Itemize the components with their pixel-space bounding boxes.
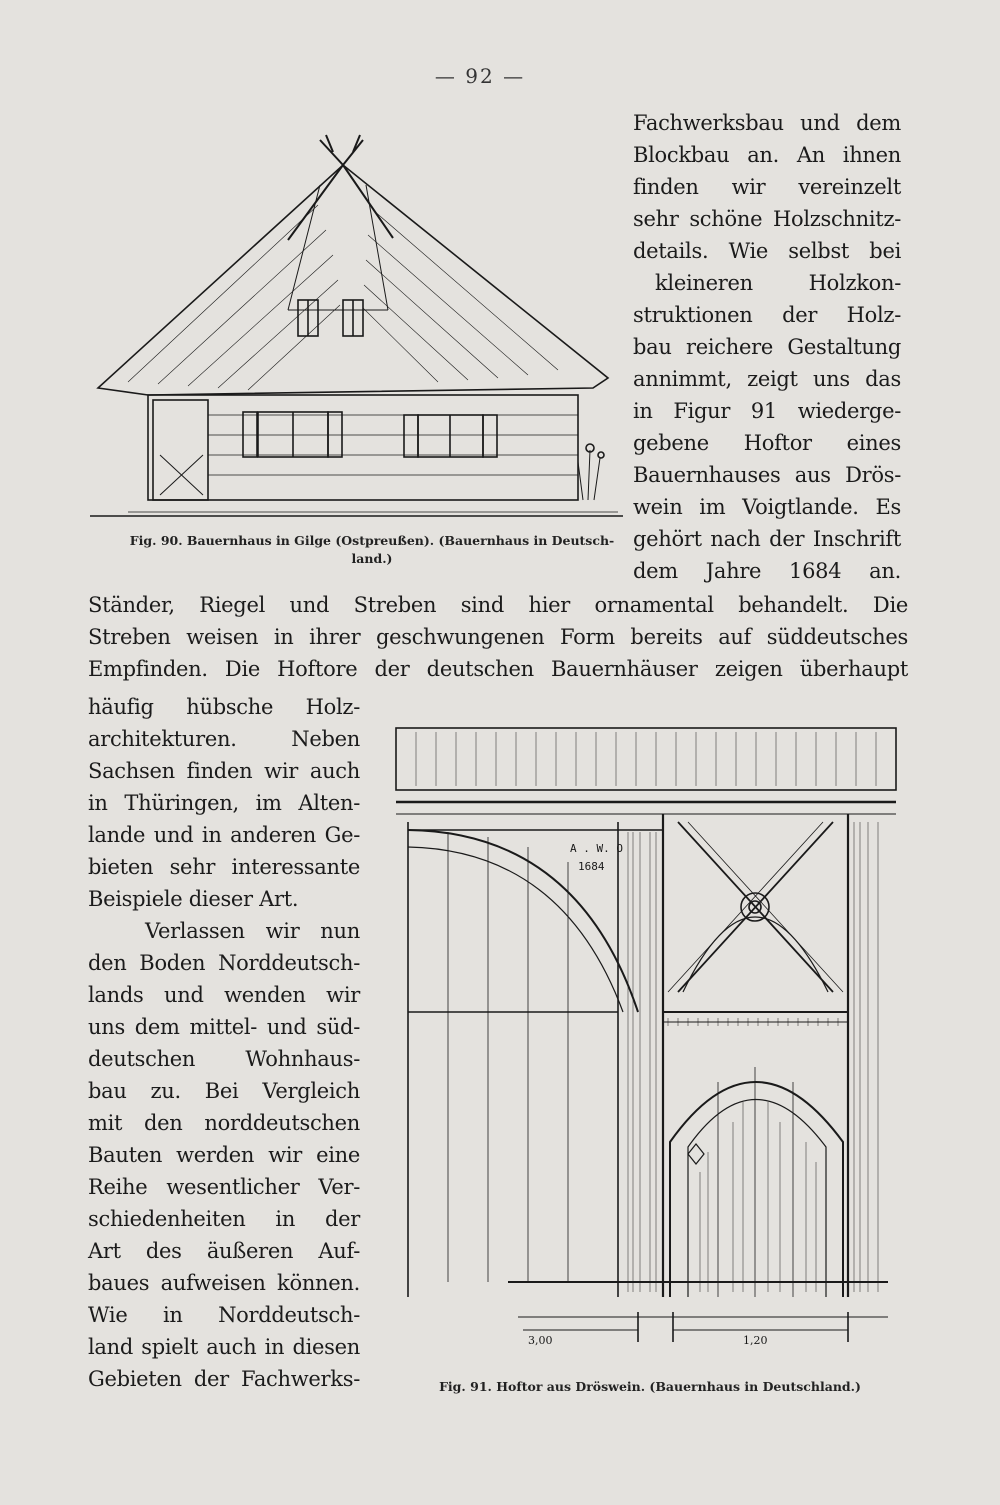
full-line-1: Ständer, Riegel und Streben sind hier ornamental behandelt. Die — [88, 593, 908, 617]
full-line-2: Streben weisen in ihrer geschwungenen Form bereits auf süddeutsches — [88, 625, 908, 649]
right-line-1: Fachwerksbau und dem — [633, 111, 901, 135]
left-line-12: deutschen Wohnhaus- — [88, 1047, 360, 1071]
right-line-5: details. Wie selbst bei — [633, 239, 901, 263]
right-line-2: Blockbau an. An ihnen — [633, 143, 901, 167]
gate-inscription-2: 1684 — [578, 860, 605, 873]
left-line-16: Reihe wesentlicher Ver- — [88, 1175, 360, 1199]
figure-91-gate-drawing — [388, 722, 908, 1362]
figure-90-caption — [122, 532, 622, 568]
figure-91-caption: Fig. 91. Hoftor aus Dröswein. (Bauernhaus in Deutschland.) — [439, 1379, 861, 1394]
left-line-11: uns dem mittel- und süd- — [88, 1015, 360, 1039]
left-line-3: Sachsen finden wir auch — [88, 759, 360, 783]
left-line-17: schiedenheiten in der — [88, 1207, 360, 1231]
right-line-14: gehört nach der Inschrift — [633, 527, 901, 551]
right-line-11: gebene Hoftor eines — [633, 431, 901, 455]
left-line-13: bau zu. Bei Vergleich — [88, 1079, 360, 1103]
right-line-6: kleineren Holzkon- — [655, 271, 901, 295]
page-number: — 92 — — [434, 64, 526, 88]
left-line-9: den Boden Norddeutsch- — [88, 951, 360, 975]
dimension-right: 1,20 — [743, 1334, 768, 1347]
left-line-10: lands und wenden wir — [88, 983, 360, 1007]
left-line-1: häufig hübsche Holz- — [88, 695, 360, 719]
left-line-5: lande und in anderen Ge- — [88, 823, 360, 847]
left-line-22: Gebieten der Fachwerks- — [88, 1367, 360, 1391]
right-line-8: bau reichere Gestaltung — [633, 335, 901, 359]
right-line-13: wein im Voigtlande. Es — [633, 495, 901, 519]
left-line-8: Verlassen wir nun — [145, 919, 360, 943]
full-line-3: Empfinden. Die Hoftore der deutschen Bauernhäuser zeigen überhaupt — [88, 657, 908, 681]
left-line-18: Art des äußeren Auf- — [88, 1239, 360, 1263]
figure-90-caption-line-2: land.) — [351, 551, 393, 566]
figure-90-caption-line-1: Fig. 90. Bauernhaus in Gilge (Ostpreußen). (Bauernhaus in Deutsch- — [129, 533, 615, 548]
left-line-6: bieten sehr interessante — [88, 855, 360, 879]
right-line-3: finden wir vereinzelt — [633, 175, 901, 199]
gate-inscription-1: A . W. O — [570, 842, 623, 855]
left-line-4: in Thüringen, im Alten- — [88, 791, 360, 815]
dimension-left: 3,00 — [528, 1334, 553, 1347]
left-line-15: Bauten werden wir eine — [88, 1143, 360, 1167]
right-line-4: sehr schöne Holzschnitz- — [633, 207, 901, 231]
left-line-7: Beispiele dieser Art. — [88, 887, 299, 911]
figure-90-farmhouse-drawing — [88, 130, 628, 525]
left-line-2: architekturen. Neben — [88, 727, 360, 751]
left-line-14: mit den norddeutschen — [88, 1111, 360, 1135]
right-line-12: Bauernhauses aus Drös- — [633, 463, 901, 487]
right-line-9: annimmt, zeigt uns das — [633, 367, 901, 391]
right-line-10: in Figur 91 wiederge- — [633, 399, 901, 423]
left-line-21: land spielt auch in diesen — [88, 1335, 360, 1359]
left-line-20: Wie in Norddeutsch- — [88, 1303, 360, 1327]
left-line-19: baues aufweisen können. — [88, 1271, 360, 1295]
right-line-15: dem Jahre 1684 an. — [633, 559, 901, 583]
right-line-7: struktionen der Holz- — [633, 303, 901, 327]
